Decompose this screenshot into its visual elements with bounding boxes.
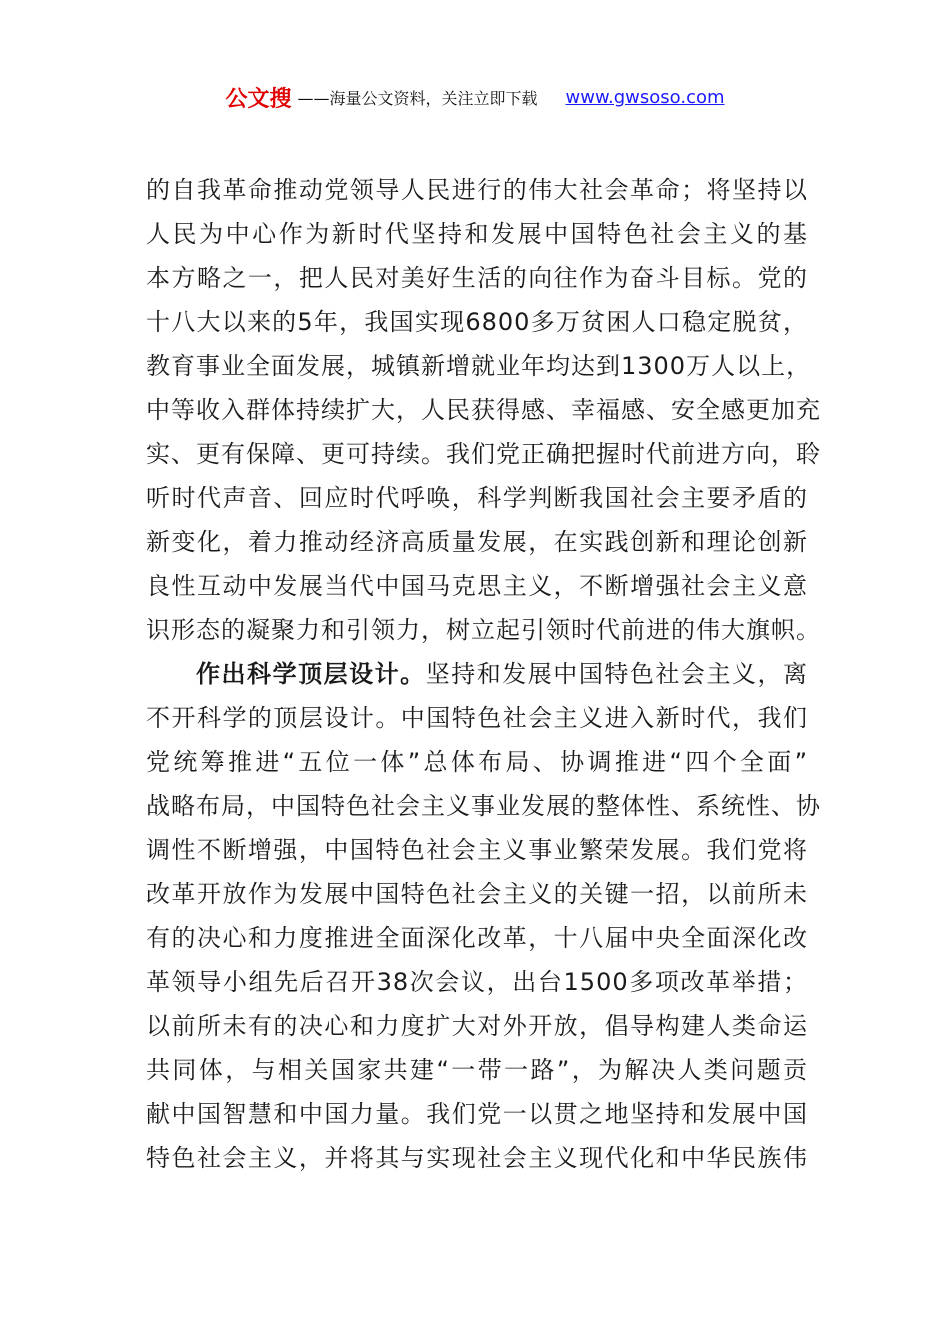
paragraph-line: 特色社会主义，并将其与实现社会主义现代化和中华民族伟 bbox=[146, 1144, 808, 1172]
paragraph-line: 良性互动中发展当代中国马克思主义，不断增强社会主义意 bbox=[146, 572, 808, 600]
paragraph-2 bbox=[146, 652, 821, 1180]
paragraph-1 bbox=[146, 168, 821, 652]
paragraph-line: 的自我革命推动党领导人民进行的伟大社会革命；将坚持以 bbox=[146, 176, 808, 204]
paragraph-lead-heading: 作出科学顶层设计。 bbox=[196, 660, 426, 688]
paragraph-line: 人民为中心作为新时代坚持和发展中国特色社会主义的基 bbox=[146, 220, 808, 248]
paragraph-line: 识形态的凝聚力和引领力，树立起引领时代前进的伟大旗帜。 bbox=[146, 616, 821, 644]
paragraph-line: 共同体，与相关国家共建“一带一路”，为解决人类问题贡 bbox=[146, 1056, 808, 1084]
paragraph-line: 战略布局，中国特色社会主义事业发展的整体性、系统性、协 bbox=[146, 792, 821, 820]
site-link[interactable]: www.gwsoso.com bbox=[565, 87, 725, 108]
paragraph-line: 改革开放作为发展中国特色社会主义的关键一招，以前所未 bbox=[146, 880, 808, 908]
header-tagline: ——海量公文资料，关注立即下载 bbox=[297, 89, 538, 108]
paragraph-line: 以前所未有的决心和力度扩大对外开放，倡导构建人类命运 bbox=[146, 1012, 808, 1040]
paragraph-line: 本方略之一，把人民对美好生活的向往作为奋斗目标。党的 bbox=[146, 264, 808, 292]
paragraph-first-line-text: 坚持和发展中国特色社会主义，离 bbox=[425, 660, 809, 688]
paragraph-line: 实、更有保障、更可持续。我们党正确把握时代前进方向，聆 bbox=[146, 440, 821, 468]
paragraph-line: 献中国智慧和中国力量。我们党一以贯之地坚持和发展中国 bbox=[146, 1100, 808, 1128]
paragraph-line: 党统筹推进“五位一体”总体布局、协调推进“四个全面” bbox=[146, 748, 808, 776]
paragraph-line: 革领导小组先后召开38次会议，出台1500多项改革举措； bbox=[146, 968, 808, 996]
paragraph-first-line bbox=[146, 652, 808, 696]
paragraph-line: 十八大以来的5年，我国实现6800多万贫困人口稳定脱贫， bbox=[146, 308, 808, 336]
paragraph-line: 有的决心和力度推进全面深化改革，十八届中央全面深化改 bbox=[146, 924, 808, 952]
paragraph-line: 听时代声音、回应时代呼唤，科学判断我国社会主要矛盾的 bbox=[146, 484, 808, 512]
paragraph-line: 教育事业全面发展，城镇新增就业年均达到1300万人以上， bbox=[146, 352, 812, 380]
paragraph-line: 中等收入群体持续扩大，人民获得感、幸福感、安全感更加充 bbox=[146, 396, 821, 424]
page-header bbox=[0, 82, 950, 112]
brand-logo-text: 公文搜 bbox=[225, 87, 292, 112]
paragraph-line: 调性不断增强，中国特色社会主义事业繁荣发展。我们党将 bbox=[146, 836, 808, 864]
paragraph-line: 新变化，着力推动经济高质量发展，在实践创新和理论创新 bbox=[146, 528, 808, 556]
document-body bbox=[146, 168, 821, 1180]
paragraph-line: 不开科学的顶层设计。中国特色社会主义进入新时代，我们 bbox=[146, 704, 808, 732]
